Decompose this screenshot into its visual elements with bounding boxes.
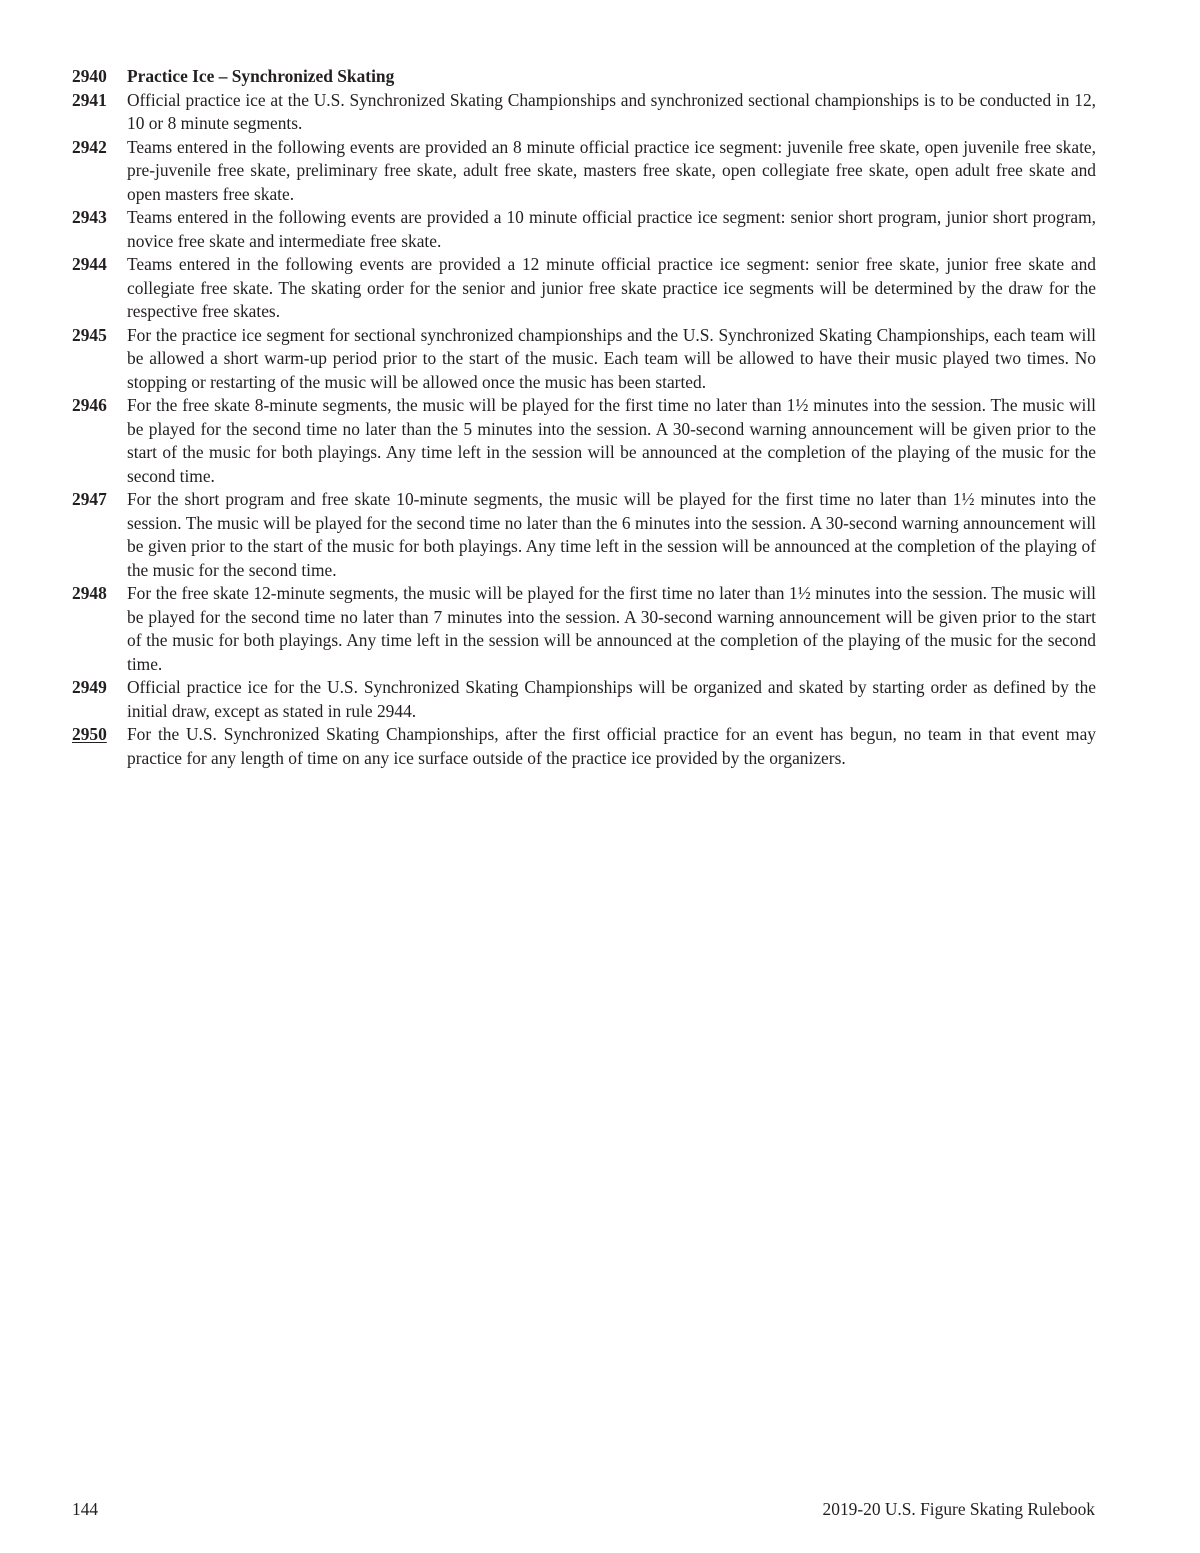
- rule-number: 2943: [72, 207, 107, 227]
- rule-text: For the short program and free skate 10-minute segments, the music will be played for the first time no later than 1½ minutes into the session. The music will be played for the second time no later than the 6 minutes into the session. A 30-second warning announcement will be given prior to the start of the music for both playings. Any time left in the session will be announced at the completion of the playing of the music for the second time.: [127, 489, 1096, 580]
- rule-text: For the free skate 12-minute segments, the music will be played for the first time no later than 1½ minutes into the session. The music will be played for the second time no later than 7 minutes into the session. A 30-second warning announcement will be given prior to the start of the music for both playings. Any time left in the session will be announced at the completion of the playing of the music for the second time.: [127, 583, 1096, 674]
- rule-number: 2945: [72, 324, 107, 345]
- rule-text: For the U.S. Synchronized Skating Championships, after the first official practice for an event has begun, no team in that event may practice for any length of time on any ice surface outside of the practice ice provided by the organizers.: [127, 724, 1096, 768]
- rule-number: 2942: [72, 136, 107, 157]
- rule-text: Official practice ice for the U.S. Synchronized Skating Championships will be organized and skated by starting order as defined by the initial draw, except as stated in rule 2944.: [127, 677, 1096, 721]
- rule-number: 2947: [72, 489, 107, 509]
- rule-text: For the practice ice segment for sectional synchronized championships and the U.S. Synchronized Skating Championships, each team will be allowed a short warm-up period prior to the start of the music. Each team will be allowed to have their music played two times. No stopping or restarting of the music will be allowed once the music has been started.: [127, 324, 1096, 392]
- rule-text: Official practice ice at the U.S. Synchronized Skating Championships and synchronized sectional championships is to be conducted in 12, 10 or 8 minute segments.: [127, 89, 1096, 133]
- rule-item: [72, 136, 1096, 207]
- section-heading: Practice Ice – Synchronized Skating: [127, 66, 395, 86]
- rule-text: Teams entered in the following events are provided a 10 minute official practice ice segment: senior short program, junior short program, novice free skate and intermediate free skate.: [127, 207, 1096, 251]
- rule-number: 2949: [72, 677, 107, 697]
- rule-item: [72, 206, 1096, 253]
- rule-item: [72, 488, 1096, 582]
- rule-item: [72, 324, 1096, 395]
- rule-item: [72, 582, 1096, 676]
- rule-text: For the free skate 8-minute segments, the music will be played for the first time no later than 1½ minutes into the session. The music will be played for the second time no later than the 5 minutes into the session. A 30-second warning announcement will be given prior to the start of the music for both playings. Any time left in the session will be announced at the completion of the playing of the music for the second time.: [127, 395, 1096, 486]
- rule-heading: [72, 65, 1096, 89]
- rule-number: 2941: [72, 89, 107, 110]
- rule-item: [72, 394, 1096, 488]
- rule-item: [72, 89, 1096, 136]
- rule-number: 2944: [72, 254, 107, 274]
- rule-number: 2948: [72, 583, 107, 603]
- rule-text: Teams entered in the following events are provided an 8 minute official practice ice segment: juvenile free skate, open juvenile free skate, pre-juvenile free skate, preliminary free skate, adult free skate, masters free skate, open collegiate free skate, open adult free skate and open masters free skate.: [127, 136, 1096, 204]
- page-number: 144: [72, 1499, 99, 1519]
- rule-number: 2946: [72, 395, 107, 415]
- running-footer-title: 2019-20 U.S. Figure Skating Rulebook: [822, 1499, 1095, 1519]
- rule-number-new: 2950: [72, 724, 107, 744]
- rule-text: Teams entered in the following events are provided a 12 minute official practice ice segment: senior free skate, junior free skate and collegiate free skate. The skating order for the senior and junior free skate practice ice segments will be determined by the draw for the respective free skates.: [127, 254, 1096, 321]
- rule-item: [72, 676, 1096, 723]
- rules-section: [72, 65, 1096, 770]
- rule-item: [72, 253, 1096, 324]
- rule-item: [72, 723, 1096, 770]
- rule-number: 2940: [72, 66, 107, 86]
